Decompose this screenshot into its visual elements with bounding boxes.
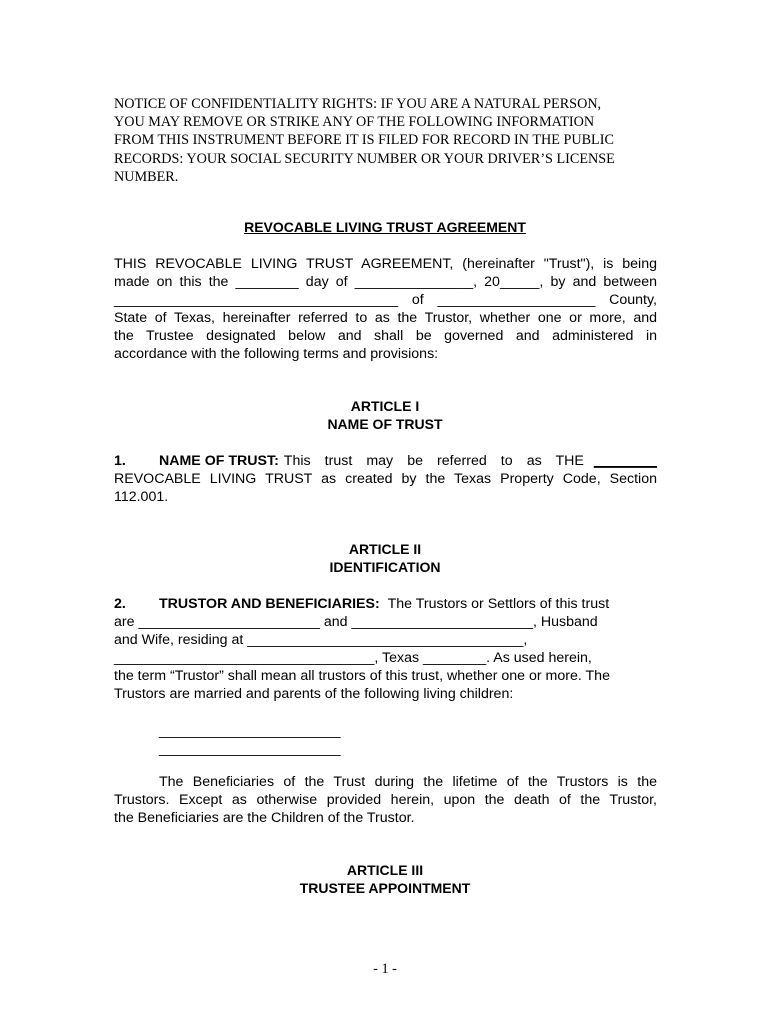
notice-line: NUMBER. [114, 168, 179, 185]
article-2-heading: ARTICLE II [348, 541, 422, 557]
child-blank: _______________________ [159, 741, 341, 757]
article-1-number: 1. [114, 453, 126, 469]
intro-line: the Trustee designated below and shall be governed and administered in [114, 328, 657, 344]
article-1-heading: ARTICLE I [350, 398, 420, 414]
intro-paragraph [114, 255, 657, 363]
article-2-paragraph [114, 595, 641, 649]
article-1-line [114, 452, 657, 470]
child-blank: _______________________ [159, 723, 341, 739]
confidentiality-notice [114, 95, 674, 186]
article-1-subheading: NAME OF TRUST [327, 416, 443, 432]
article-2-line: and Wife, residing at ___________________________________, [114, 632, 528, 648]
article-1-line: REVOCABLE LIVING TRUST as created by the Texas Property Code, Section [114, 471, 657, 487]
article-2-line: Trustors are married and parents of the following living children: [114, 686, 514, 702]
page-number: - 1 - [373, 961, 397, 977]
article-3-subheading: TRUSTEE APPOINTMENT [299, 880, 471, 896]
notice-line: YOU MAY REMOVE OR STRIKE ANY OF THE FOLLOWING INFORMATION [114, 114, 595, 131]
children-list [159, 722, 340, 758]
article-3-heading: ARTICLE III [346, 862, 424, 878]
article-2-line: are _______________________ and _______________________, Husband [114, 614, 598, 630]
article-2-subheading: IDENTIFICATION [329, 559, 441, 575]
intro-line: THIS REVOCABLE LIVING TRUST AGREEMENT, (hereinafter "Trust"), is being [114, 256, 657, 272]
article-2-line: the term “Trustor” shall mean all trustors of this trust, whether one or more. The [114, 668, 610, 684]
article-1-paragraph [114, 452, 657, 506]
intro-line: ____________________________________ of ____________________ County, [114, 292, 657, 308]
article-2-line: _________________________________, Texas ________. As used herein, [114, 650, 592, 666]
intro-line: accordance with the following terms and provisions: [114, 346, 439, 362]
article-2-paragraph-cont [114, 649, 657, 703]
article-1-label: NAME OF TRUST: [159, 453, 279, 469]
document-title: REVOCABLE LIVING TRUST AGREEMENT [244, 219, 526, 235]
beneficiaries-paragraph [114, 773, 657, 827]
beneficiaries-line: Trustors. Except as otherwise provided herein, upon the death of the Trustor, [114, 792, 657, 808]
article-1-line: 112.001. [114, 489, 169, 505]
article-2-label: TRUSTOR AND BENEFICIARIES: [159, 596, 380, 612]
trust-name-blank: ________ [593, 453, 657, 469]
intro-line: State of Texas, hereinafter referred to as the Trustor, whether one or more, and [114, 310, 657, 326]
beneficiaries-line: The Beneficiaries of the Trust during the lifetime of the Trustors is the [159, 774, 657, 790]
notice-line: NOTICE OF CONFIDENTIALITY RIGHTS: IF YOU ARE A NATURAL PERSON, [114, 96, 602, 112]
article-2-text-1: The Trustors or Settlors of this trust [387, 596, 610, 612]
intro-line: made on this the ________ day of _______________, 20_____, by and between [114, 274, 657, 290]
notice-line: FROM THIS INSTRUMENT BEFORE IT IS FILED FOR RECORD IN THE PUBLIC [114, 132, 614, 149]
article-1-text-1: This trust may be referred to as THE [283, 453, 584, 469]
article-1-lead [114, 452, 279, 470]
article-2-line [114, 595, 641, 613]
beneficiaries-line: the Beneficiaries are the Children of the Trustor. [114, 810, 415, 826]
article-2-number: 2. [114, 596, 126, 612]
notice-line: RECORDS: YOUR SOCIAL SECURITY NUMBER OR YOUR DRIVER’S LICENSE [114, 150, 615, 167]
